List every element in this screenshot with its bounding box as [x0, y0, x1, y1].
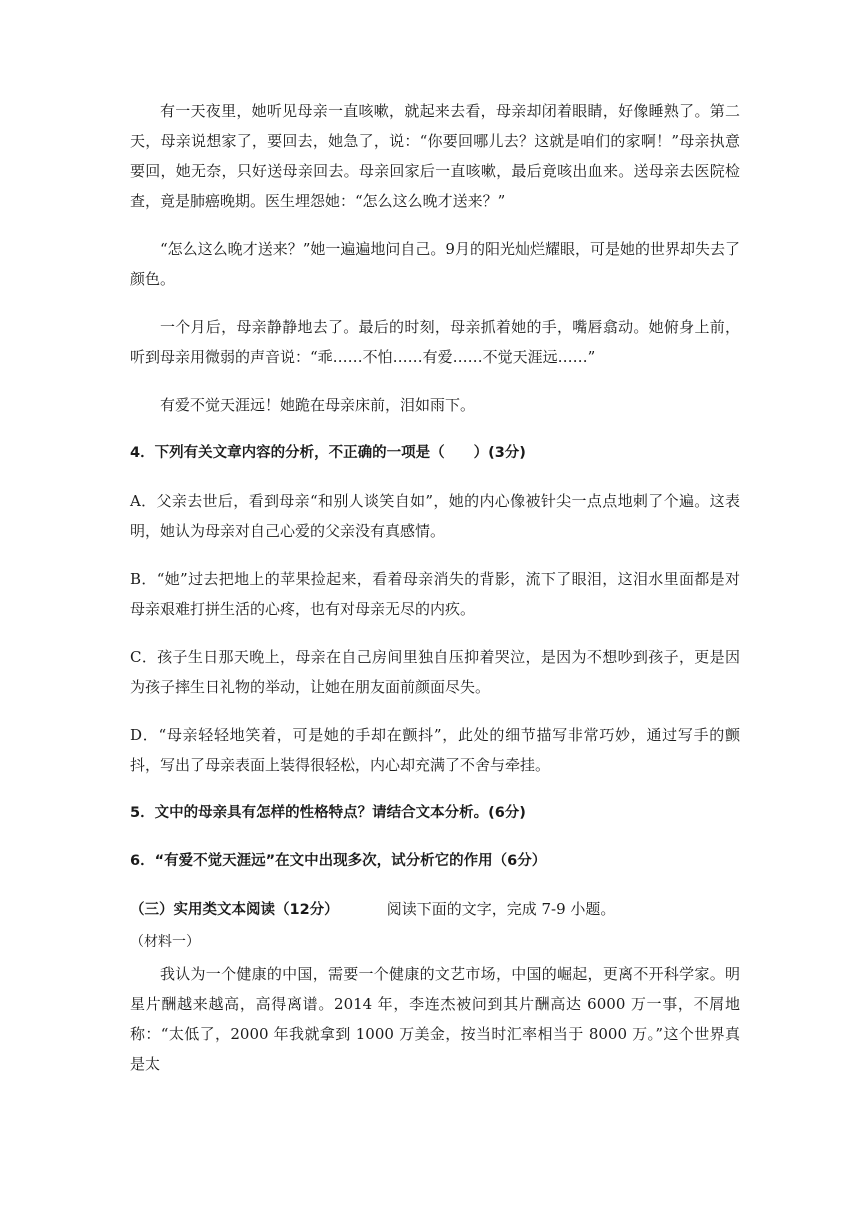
question-4-option-a: A．父亲去世后，看到母亲“和别人谈笑自如”，她的内心像被针尖一点点地刺了个遍。这表明，她认为母亲对自己心爱的父亲没有真感情。	[130, 492, 740, 540]
material-1-label: （材料一）	[130, 934, 200, 950]
section-3-title: （三）实用类文本阅读（12分）	[130, 902, 339, 918]
story-paragraph-1: 有一天夜里，她听见母亲一直咳嗽，就起来去看，母亲却闭着眼睛，好像睡熟了。第二天，母亲说想家了，要回去，她急了，说：“你要回哪儿去？这就是咱们的家啊！”母亲执意要回，她无奈，只好送母亲回去。母亲回家后一直咳嗽，最后竟咳出血来。送母亲去医院检查，竟是肺癌晚期。医生埋怨她：“怎么这么晚才送来？”	[130, 102, 740, 210]
question-5: 5．文中的母亲具有怎样的性格特点？请结合文本分析。(6分)	[130, 805, 526, 821]
material-1-text: 我认为一个健康的中国，需要一个健康的文艺市场，中国的崛起，更离不开科学家。明星片酬越来越高，高得离谱。2014 年，李连杰被问到其片酬高达 6000 万一事，不屑地称：“太低了，2000 年我就拿到 1000 万美金，按当时汇率相当于 8000 万。”这个世界真是太	[130, 965, 740, 1073]
question-6: 6．“有爱不觉天涯远”在文中出现多次，试分析它的作用（6分）	[130, 853, 547, 869]
story-paragraph-3: 一个月后，母亲静静地去了。最后的时刻，母亲抓着她的手，嘴唇翕动。她俯身上前，听到母亲用微弱的声音说：“乖……不怕……有爱……不觉天涯远……”	[130, 318, 740, 366]
section-3-heading	[130, 894, 740, 925]
question-4-option-d: D．“母亲轻轻地笑着，可是她的手却在颤抖”，此处的细节描写非常巧妙，通过写手的颤抖，写出了母亲表面上装得很轻松，内心却充满了不舍与牵挂。	[130, 726, 740, 774]
story-paragraph-2: “怎么这么晚才送来？”她一遍遍地问自己。9月的阳光灿烂耀眼，可是她的世界却失去了颜色。	[130, 240, 740, 288]
document-page	[130, 96, 740, 1083]
question-4-option-b: B．“她”过去把地上的苹果捡起来，看着母亲消失的背影，流下了眼泪，这泪水里面都是对母亲艰难打拼生活的心疼，也有对母亲无尽的内疚。	[130, 570, 740, 618]
question-4-stem: 4．下列有关文章内容的分析，不正确的一项是（ ）(3分)	[130, 445, 526, 461]
story-paragraph-4: 有爱不觉天涯远！她跪在母亲床前，泪如雨下。	[160, 396, 476, 414]
section-3-instruction: 阅读下面的文字，完成 7-9 小题。	[386, 900, 616, 918]
question-4-option-c: C．孩子生日那天晚上，母亲在自己房间里独自压抑着哭泣，是因为不想吵到孩子，更是因为孩子摔生日礼物的举动，让她在朋友面前颜面尽失。	[130, 648, 740, 696]
